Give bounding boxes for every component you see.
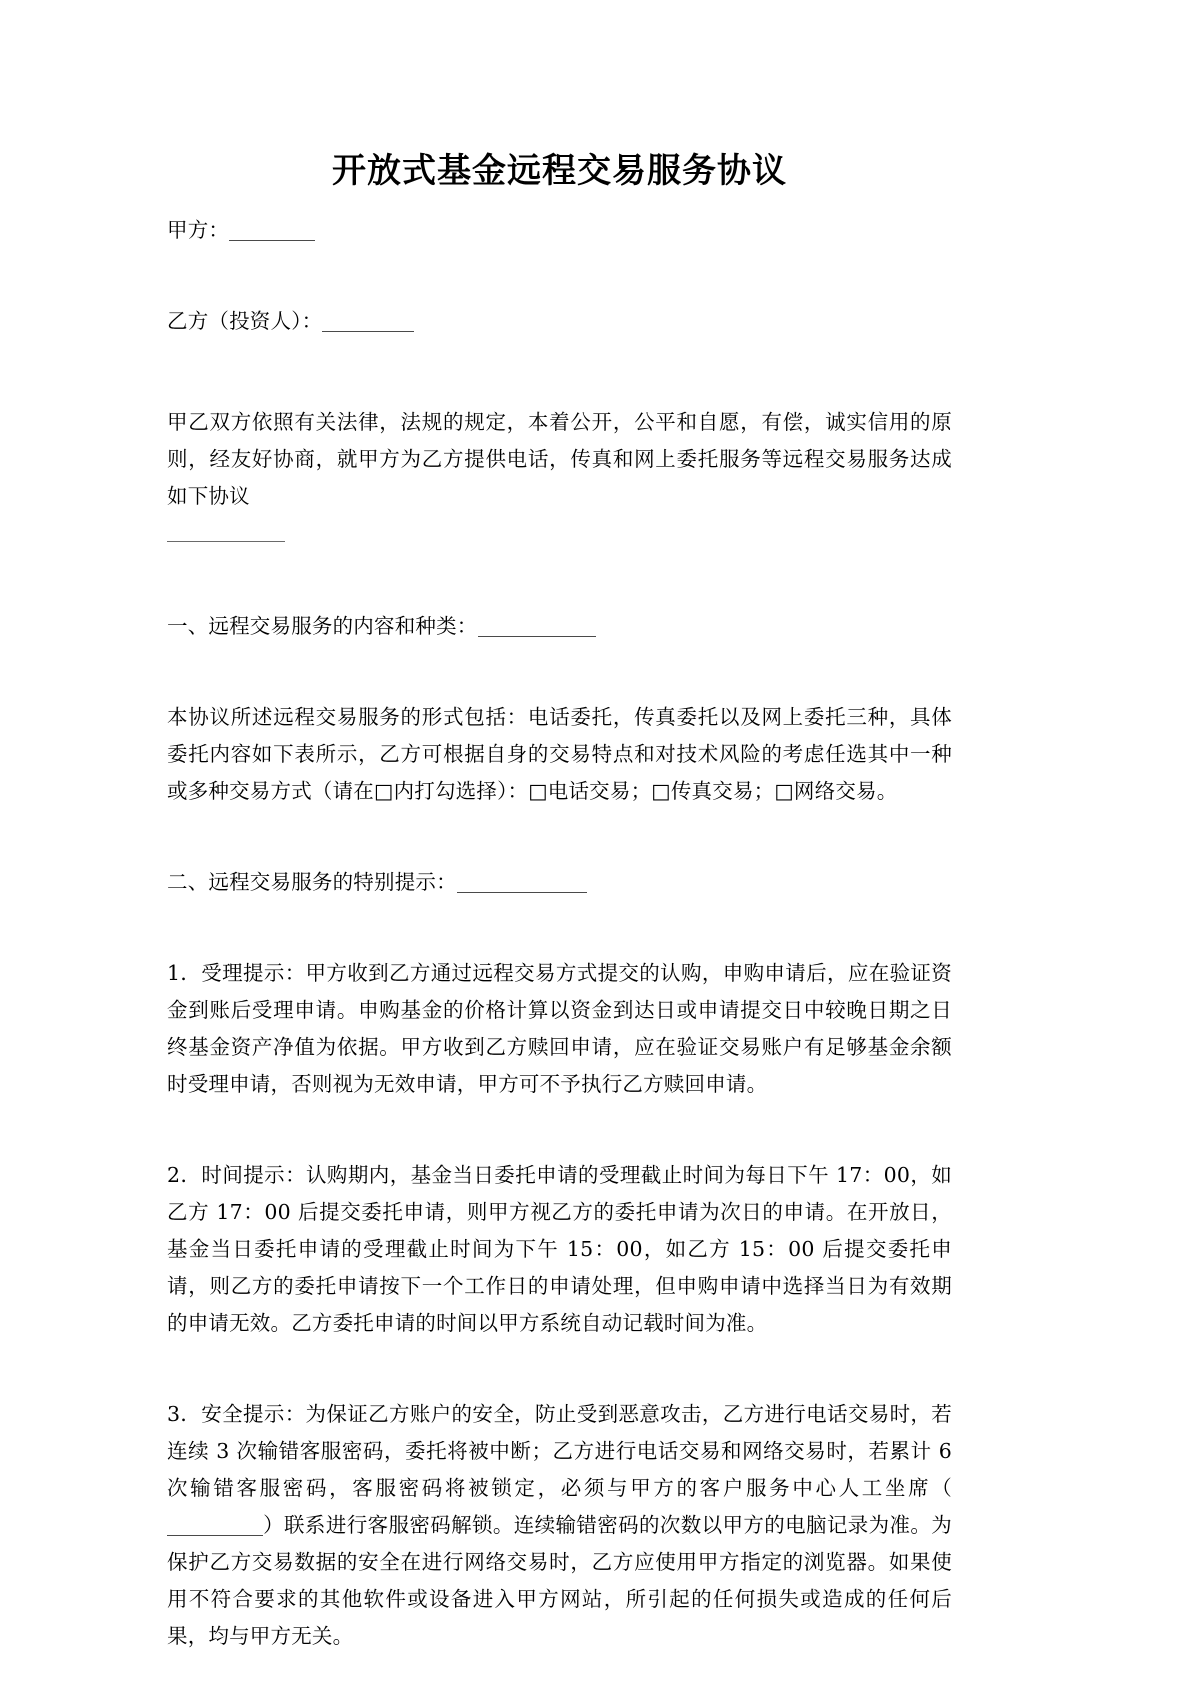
section-1-blank[interactable]: [478, 619, 596, 637]
section-1-heading: [167, 608, 952, 645]
spacer: [167, 645, 952, 699]
clause-item: [167, 1396, 952, 1655]
spacer: [167, 340, 952, 404]
spacer: [167, 901, 952, 955]
preamble-paragraph: 甲乙双方依照有关法律，法规的规定，本着公开，公平和自愿，有偿，诚实信用的原则，经友好协商，就甲方为乙方提供电话，传真和网上委托服务等远程交易服务达成如下协议: [167, 410, 952, 508]
party-b-line: [167, 303, 952, 340]
spacer: [167, 810, 952, 864]
section-2-heading: [167, 864, 952, 901]
clause-3-text-before-blank: 安全提示：为保证乙方账户的安全，防止受到恶意攻击，乙方进行电话交易时，若连续 3 次输错客服密码，委托将被中断；乙方进行电话交易和网络交易时，若累计 6 次输错客服密码，客服密码将被锁定，必须与甲方的客户服务中心人工坐席（: [167, 1402, 952, 1500]
preamble-blank-line: [167, 517, 952, 554]
clause-3-text-after-blank: ）联系进行客服密码解锁。连续输错密码的次数以甲方的电脑记录为准。为保护乙方交易数据的安全在进行网络交易时，乙方应使用甲方指定的浏览器。如果使用不符合要求的其他软件或设备进入甲方网站，所引起的任何损失或造成的任何后果，均与甲方无关。: [167, 1513, 952, 1648]
spacer: [167, 554, 952, 608]
clause-1-text: 受理提示：甲方收到乙方通过远程交易方式提交的认购，申购申请后，应在验证资金到账后受理申请。申购基金的价格计算以资金到达日或申请提交日中较晚日期之日终基金资产净值为依据。甲方收到乙方赎回申请，应在验证交易账户有足够基金余额时受理申请，否则视为无效申请，甲方可不予执行乙方赎回申请。: [167, 961, 952, 1096]
party-a-line: [167, 212, 952, 249]
clause-item: [167, 1157, 952, 1342]
section-1-body: 本协议所述远程交易服务的形式包括：电话委托，传真委托以及网上委托三种，具体委托内容如下表所示，乙方可根据自身的交易特点和对技术风险的考虑任选其中一种或多种交易方式（请在□内打勾选择）：□电话交易；□传真交易；□网络交易。: [167, 705, 952, 803]
spacer: [167, 1103, 952, 1157]
party-b-blank[interactable]: [322, 314, 414, 332]
section-2-heading-label: 二、远程交易服务的特别提示：: [167, 870, 457, 894]
clause-1-number: 1．: [167, 961, 202, 985]
clause-item: [167, 955, 952, 1103]
clause-2-number: 2．: [167, 1163, 202, 1187]
spacer: [167, 249, 952, 303]
clause-3-service-line-blank[interactable]: [167, 1518, 263, 1536]
section-2-blank[interactable]: [457, 875, 587, 893]
preamble-blank[interactable]: [167, 526, 285, 542]
document-content: [167, 148, 952, 1655]
spacer: [167, 1342, 952, 1396]
clause-3-number: 3．: [167, 1402, 202, 1426]
section-1-heading-label: 一、远程交易服务的内容和种类：: [167, 614, 478, 638]
party-a-label: 甲方：: [167, 218, 230, 242]
party-a-blank[interactable]: [229, 223, 315, 241]
party-b-label: 乙方（投资人）：: [167, 309, 323, 333]
page-title: 开放式基金远程交易服务协议: [332, 151, 787, 191]
clause-2-text: 时间提示：认购期内，基金当日委托申请的受理截止时间为每日下午 17：00，如乙方 17：00 后提交委托申请，则甲方视乙方的委托申请为次日的申请。在开放日，基金当日委托申请的受理截止时间为下午 15：00，如乙方 15：00 后提交委托申请，则乙方的委托申请按下一个工作日的申请处理，但申购申请中选择当日为有效期的申请无效。乙方委托申请的时间以甲方系统自动记载时间为准。: [167, 1163, 952, 1335]
